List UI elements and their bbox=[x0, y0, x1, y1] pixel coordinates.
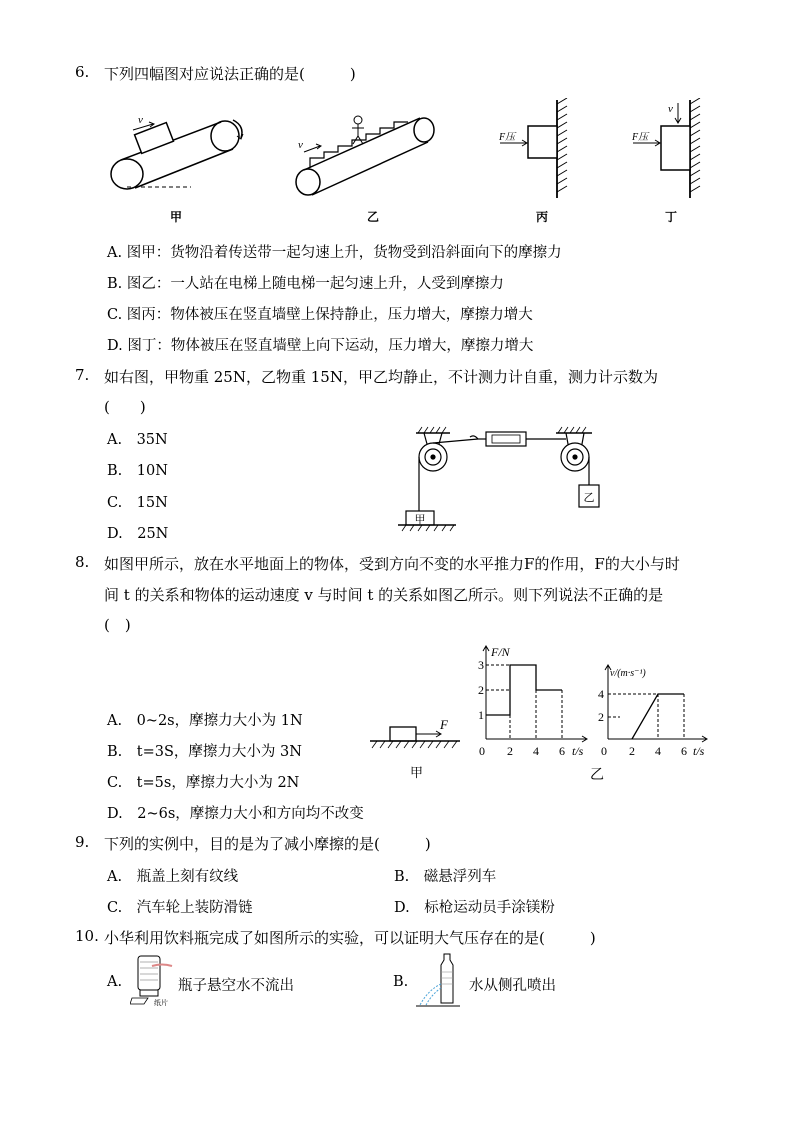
q6-caption-jia: 甲 bbox=[170, 210, 183, 224]
q8-stem-line1: 如图甲所示，放在水平地面上的物体，受到方向不变的水平推力F的作用，F的大小与时 bbox=[104, 555, 680, 573]
q7-option-a: A. 35N bbox=[107, 432, 168, 448]
q10-option-b-text: 水从侧孔喷出 bbox=[469, 978, 556, 994]
f-graph-xtick-0: 0 bbox=[479, 744, 485, 758]
q6-caption-ding: 丁 bbox=[665, 210, 678, 224]
v-graph-xtick-6: 6 bbox=[681, 744, 687, 758]
q8-number: 8. bbox=[75, 553, 90, 571]
q8-option-d: D. 2~6s，摩擦力大小和方向均不改变 bbox=[107, 806, 364, 822]
q10-option-b-letter: B. bbox=[393, 974, 409, 990]
q6-caption-yi: 乙 bbox=[367, 210, 380, 224]
inverted-bottle-figure bbox=[130, 952, 176, 1008]
escalator-figure bbox=[292, 110, 437, 200]
block-yi-label: 乙 bbox=[583, 492, 595, 504]
q7-option-d: D. 25N bbox=[107, 526, 169, 542]
v-graph-ytick-2: 2 bbox=[598, 710, 604, 724]
q7-stem: 如右图，甲物重 25N，乙物重 15N，甲乙均静止，不计测力计自重，测力计示数为 bbox=[104, 368, 658, 386]
q10-option-a-text: 瓶子悬空水不流出 bbox=[178, 978, 294, 994]
q10-stem: 小华利用饮料瓶完成了如图所示的实验，可以证明大气压存在的是( ) bbox=[104, 929, 596, 947]
q10-number: 10. bbox=[75, 927, 99, 945]
q9-option-a: A. 瓶盖上刻有纹线 bbox=[107, 869, 239, 885]
wall-moving-force-label: F压 bbox=[632, 132, 649, 143]
wall-moving-figure bbox=[630, 98, 710, 203]
side-hole-bottle-figure bbox=[414, 950, 464, 1010]
v-graph-xtick-4: 4 bbox=[655, 744, 661, 758]
f-graph-ytick-1: 1 bbox=[478, 708, 484, 722]
block-jia-label: 甲 bbox=[414, 514, 426, 526]
f-graph-ytick-2: 2 bbox=[478, 683, 484, 697]
velocity-time-graph bbox=[594, 662, 712, 760]
wall-static-force-label: F压 bbox=[499, 132, 516, 143]
f-graph-xtick-6: 6 bbox=[559, 744, 565, 758]
f-graph-ytick-3: 3 bbox=[478, 658, 484, 672]
q7-blank: ( ) bbox=[104, 398, 146, 416]
f-graph-xlabel: t/s bbox=[572, 744, 584, 758]
v-graph-xtick-2: 2 bbox=[629, 744, 635, 758]
wall-static-figure bbox=[495, 98, 575, 203]
q8-blank: ( ) bbox=[104, 616, 131, 634]
q9-option-c: C. 汽车轮上装防滑链 bbox=[107, 900, 253, 916]
push-force-label: F bbox=[440, 717, 448, 732]
conveyor-v-label: v bbox=[138, 114, 143, 126]
q7-option-b: B. 10N bbox=[107, 463, 168, 479]
q8-stem-line2: 间 t 的关系和物体的运动速度 v 与时间 t 的关系如图乙所示。则下列说法不正确的是 bbox=[104, 586, 664, 604]
q6-option-b: B. 图乙：一人站在电梯上随电梯一起匀速上升，人受到摩擦力 bbox=[107, 276, 504, 292]
force-time-graph bbox=[474, 642, 594, 760]
q9-stem: 下列的实例中，目的是为了减小摩擦的是( ) bbox=[104, 835, 431, 853]
q8-caption-yi: 乙 bbox=[590, 767, 604, 783]
pulley-spring-scale-figure bbox=[398, 425, 618, 535]
v-graph-xtick-0: 0 bbox=[601, 744, 607, 758]
q6-caption-bing: 丙 bbox=[536, 210, 549, 224]
v-graph-xlabel: t/s bbox=[693, 744, 705, 758]
paper-label: 纸片 bbox=[154, 999, 168, 1007]
escalator-v-label: v bbox=[298, 139, 303, 151]
q8-option-c: C. t=5s，摩擦力大小为 2N bbox=[107, 775, 300, 791]
v-graph-ylabel: v/(m·s⁻¹) bbox=[610, 668, 646, 679]
f-graph-ylabel: F/N bbox=[491, 645, 510, 659]
q9-number: 9. bbox=[75, 833, 90, 851]
pushed-block-figure bbox=[368, 715, 463, 755]
q8-option-b: B. t=3S，摩擦力大小为 3N bbox=[107, 744, 302, 760]
f-graph-xtick-4: 4 bbox=[533, 744, 539, 758]
q6-option-d: D. 图丁：物体被压在竖直墙壁上向下运动，压力增大，摩擦力增大 bbox=[107, 338, 534, 354]
q6-stem: 下列四幅图对应说法正确的是( ) bbox=[104, 65, 356, 83]
q8-option-a: A. 0~2s，摩擦力大小为 1N bbox=[107, 713, 303, 729]
q10-option-a-letter: A. bbox=[107, 974, 123, 990]
v-graph-ytick-4: 4 bbox=[598, 687, 604, 701]
conveyor-figure bbox=[105, 108, 250, 198]
q6-option-a: A. 图甲：货物沿着传送带一起匀速上升，货物受到沿斜面向下的摩擦力 bbox=[107, 245, 562, 261]
q6-option-c: C. 图丙：物体被压在竖直墙壁上保持静止，压力增大，摩擦力增大 bbox=[107, 307, 533, 323]
q7-option-c: C. 15N bbox=[107, 495, 168, 511]
q9-option-d: D. 标枪运动员手涂镁粉 bbox=[394, 900, 555, 916]
wall-moving-v-label: v bbox=[668, 103, 673, 115]
q7-number: 7. bbox=[75, 366, 90, 384]
q9-option-b: B. 磁悬浮列车 bbox=[394, 869, 497, 885]
q8-caption-jia: 甲 bbox=[410, 766, 424, 781]
q6-number: 6. bbox=[75, 63, 90, 81]
f-graph-xtick-2: 2 bbox=[507, 744, 513, 758]
